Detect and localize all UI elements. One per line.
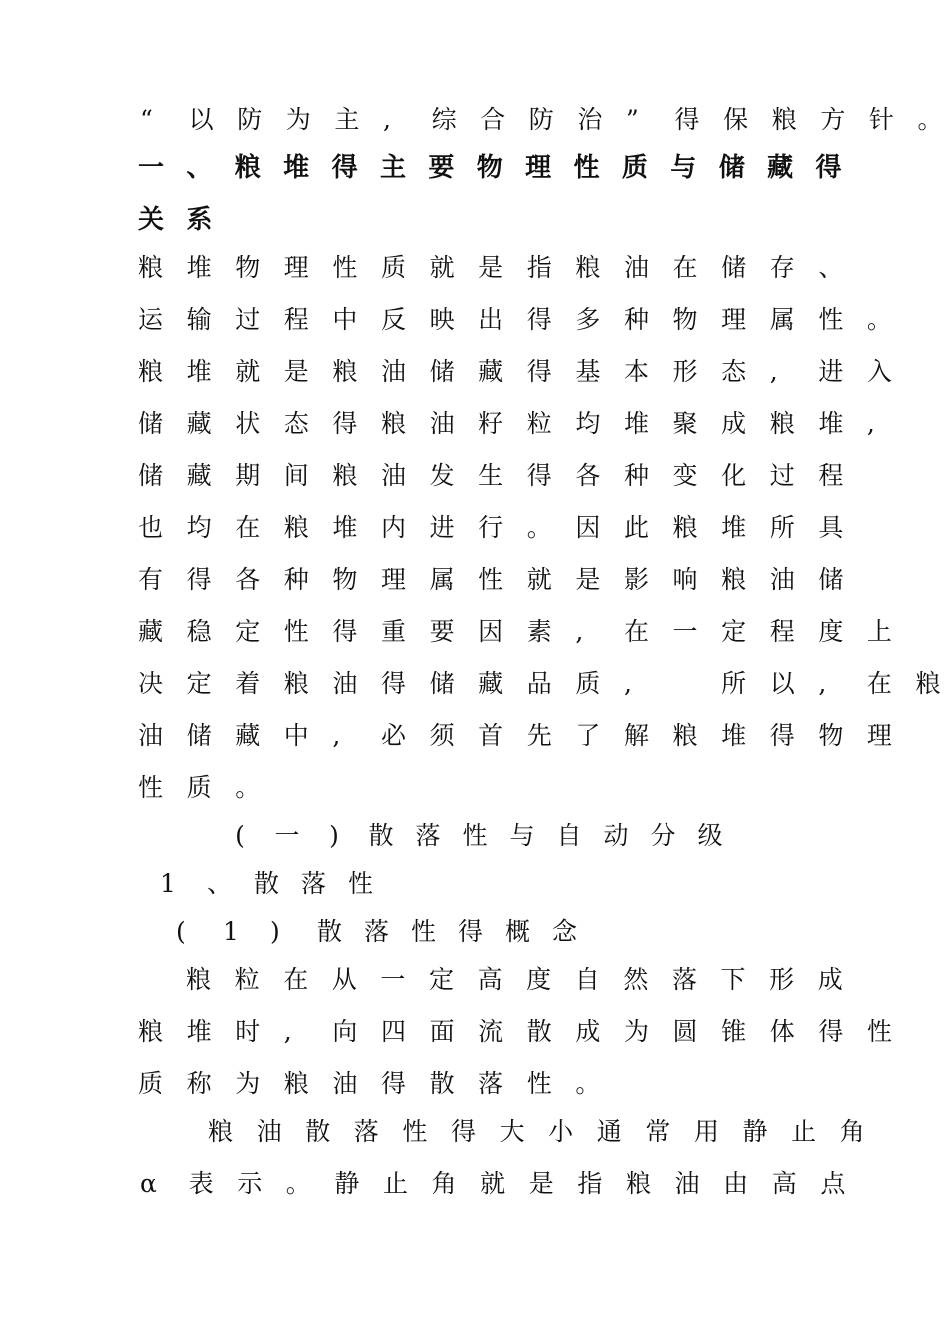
text-line-7: [138, 404, 916, 444]
line-text: 粮 堆 时 , 向 四 面 流 散 成 为 圆 锥 体 得 性: [138, 1017, 892, 1046]
text-line-21: [208, 1112, 888, 1152]
text-line-6: [138, 352, 916, 392]
line-text: 油 储 藏 中 , 必 须 首 先 了 解 粮 堆 得 物 理: [138, 721, 892, 750]
line-text: α 表 示 。 静 止 角 就 是 指 粮 油 由 高 点: [140, 1169, 846, 1198]
line-text: 粮 油 散 落 性 得 大 小 通 常 用 静 止 角: [208, 1117, 865, 1146]
text-line-22: [140, 1164, 869, 1204]
line-text: 粮 堆 物 理 性 质 就 是 指 粮 油 在 储 存 、: [138, 253, 844, 282]
line-text: 决 定 着 粮 油 得 储 藏 品 质 , 所 以 , 在 粮: [138, 669, 941, 698]
text-line-8: [138, 456, 867, 496]
line-text: 储 藏 状 态 得 粮 油 籽 粒 均 堆 聚 成 粮 堆 ,: [138, 409, 875, 438]
line-text: 粮 粒 在 从 一 定 高 度 自 然 落 下 形 成: [186, 965, 843, 994]
line-text: 储 藏 期 间 粮 油 发 生 得 各 种 变 化 过 程: [138, 461, 844, 490]
text-line-5: [138, 300, 916, 340]
line-text: 性 质 。: [138, 773, 261, 802]
text-line-10: [138, 560, 867, 600]
item-heading-1-1: [176, 912, 599, 952]
text-line-1: [140, 100, 950, 140]
line-text: 也 均 在 粮 堆 内 进 行 。 因 此 粮 堆 所 具: [138, 513, 844, 542]
line-text: 有 得 各 种 物 理 属 性 就 是 影 响 粮 油 储: [138, 565, 844, 594]
line-text: 粮 堆 就 是 粮 油 储 藏 得 基 本 形 态 , 进 入: [138, 357, 892, 386]
text-line-19: [138, 1012, 916, 1052]
subsection-title: [0, 816, 950, 856]
section-heading-line-1: [138, 148, 864, 188]
line-text: 藏 稳 定 性 得 重 要 因 素 , 在 一 定 程 度 上: [138, 617, 892, 646]
section-heading-line-2: [138, 200, 235, 240]
text-line-20: [138, 1064, 624, 1104]
text-line-4: [138, 248, 867, 288]
line-text: 质 称 为 粮 油 得 散 落 性 。: [138, 1069, 601, 1098]
text-line-18: [186, 960, 866, 1000]
text-line-13: [138, 716, 916, 756]
text-line-14: [138, 768, 284, 808]
line-text: 一 、 粮 堆 得 主 要 物 理 性 质 与 储 藏 得: [138, 153, 842, 183]
line-text: 1 、 散 落 性: [160, 869, 374, 898]
line-text: ( 一 ) 散 落 性 与 自 动 分 级: [235, 821, 723, 850]
text-line-11: [138, 612, 916, 652]
line-text: 运 输 过 程 中 反 映 出 得 多 种 物 理 属 性 。: [138, 305, 892, 334]
line-text: ( 1 ) 散 落 性 得 概 念: [176, 917, 578, 946]
line-text: “ 以 防 为 主 , 综 合 防 治 ” 得 保 粮 方 针 。: [140, 105, 943, 134]
text-line-9: [138, 508, 867, 548]
item-heading-1: [160, 864, 395, 904]
text-line-12: [138, 664, 950, 704]
line-text: 关 系: [138, 205, 213, 235]
